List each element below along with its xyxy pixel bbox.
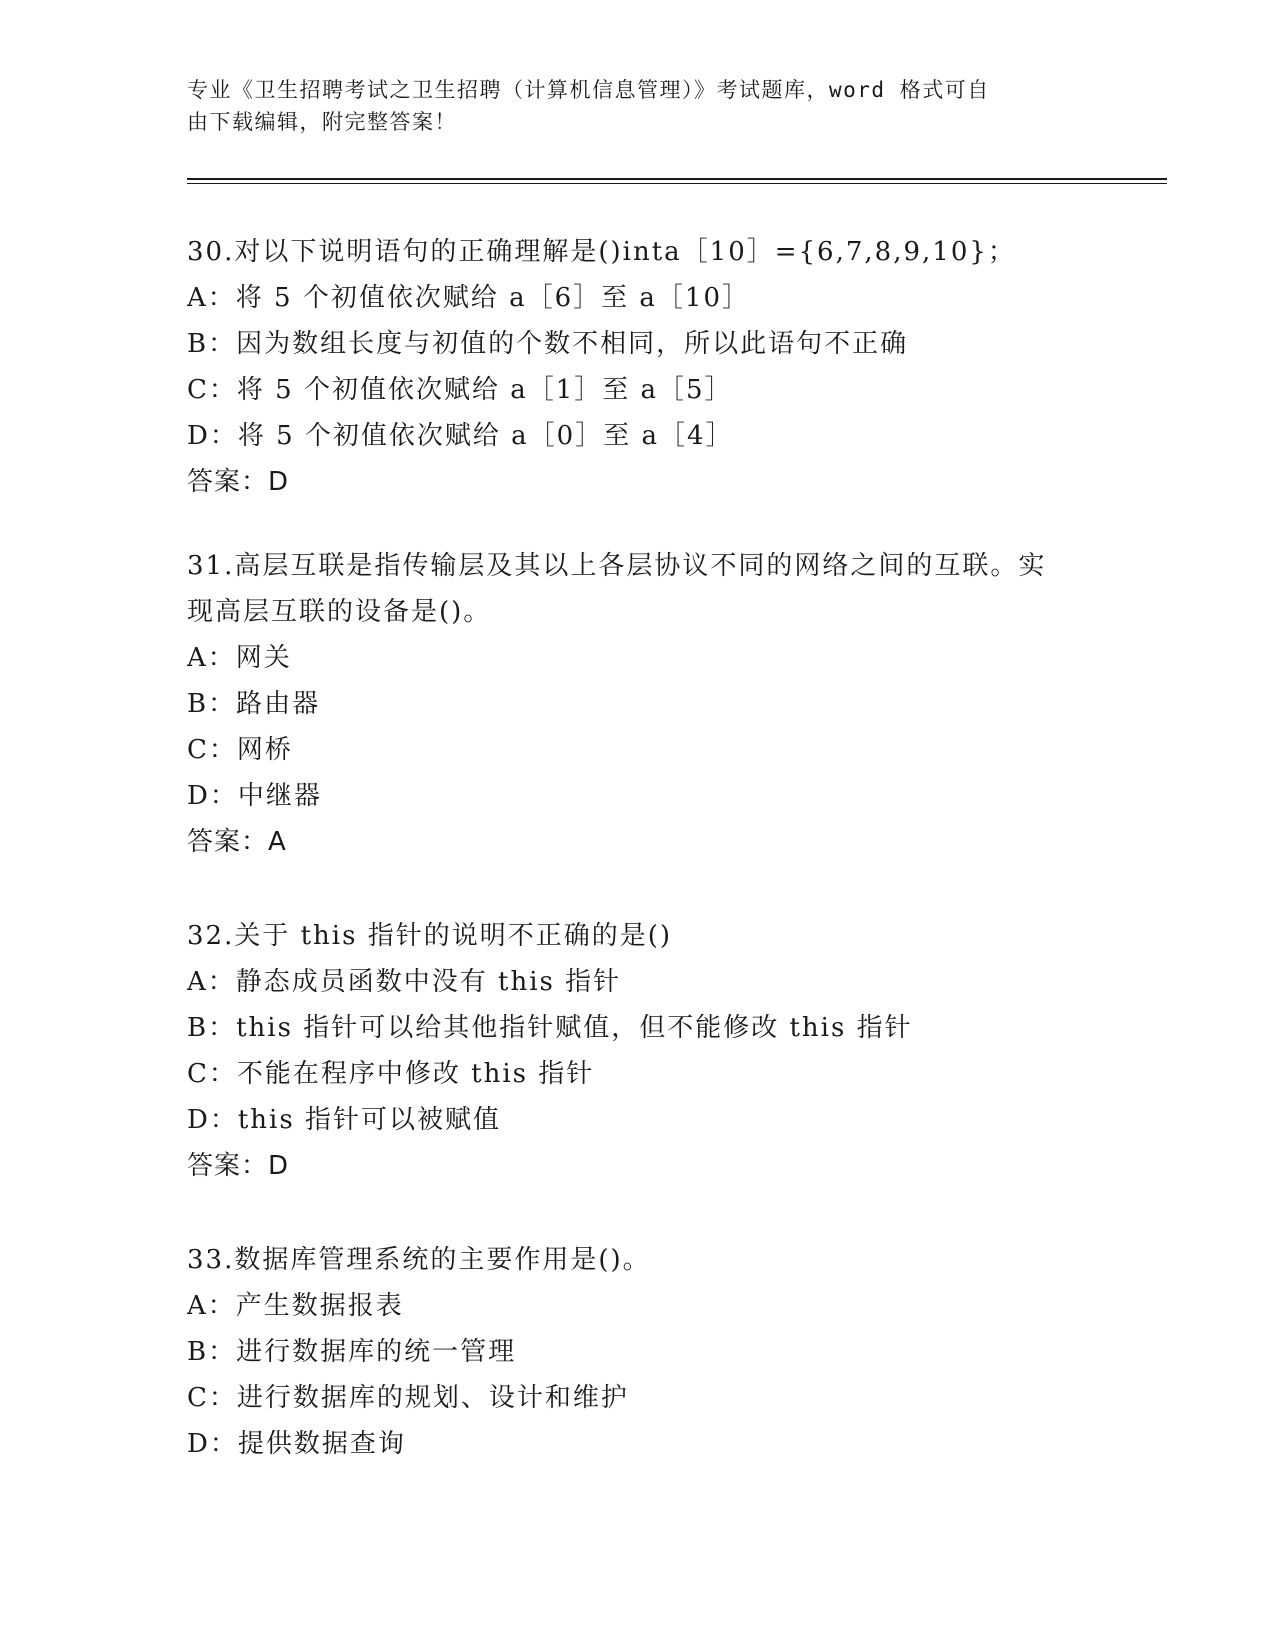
question-33 — [187, 1237, 1087, 1467]
option-a: A：网关 — [187, 643, 292, 673]
option-b: B：this 指针可以给其他指针赋值，但不能修改 this 指针 — [187, 1013, 913, 1043]
question-32 — [187, 913, 1087, 1189]
option-c: C：不能在程序中修改 this 指针 — [187, 1059, 595, 1089]
option-b: B：因为数组长度与初值的个数不相同，所以此语句不正确 — [187, 329, 909, 359]
question-stem-line-1: 31.高层互联是指传输层及其以上各层协议不同的网络之间的互联。实 — [187, 551, 1047, 581]
answer-label: 答案：D — [187, 467, 290, 497]
answer-label: 答案：A — [187, 827, 287, 857]
header-line-2: 由下载编辑，附完整答案！ — [187, 110, 457, 134]
option-b: B：进行数据库的统一管理 — [187, 1337, 517, 1367]
header-divider-thick — [187, 178, 1167, 180]
option-a: A：静态成员函数中没有 this 指针 — [187, 967, 622, 997]
option-d: D：提供数据查询 — [187, 1429, 406, 1459]
option-c: C：网桥 — [187, 735, 293, 765]
answer-label: 答案：D — [187, 1151, 290, 1181]
option-a: A：将 5 个初值依次赋给 a［6］至 a［10］ — [187, 283, 751, 313]
option-d: D：中继器 — [187, 781, 322, 811]
question-31 — [187, 543, 1087, 865]
option-d: D：this 指针可以被赋值 — [187, 1105, 501, 1135]
option-d: D：将 5 个初值依次赋给 a［0］至 a［4］ — [187, 421, 734, 451]
option-a: A：产生数据报表 — [187, 1291, 404, 1321]
question-30 — [187, 229, 1087, 505]
question-stem-line-2: 现高层互联的设备是()。 — [187, 597, 492, 627]
question-stem: 32.关于 this 指针的说明不正确的是() — [187, 921, 673, 951]
option-c: C：将 5 个初值依次赋给 a［1］至 a［5］ — [187, 375, 733, 405]
header-divider-thin — [187, 183, 1167, 184]
option-c: C：进行数据库的规划、设计和维护 — [187, 1383, 629, 1413]
option-b: B：路由器 — [187, 689, 321, 719]
header-line-1: 专业《卫生招聘考试之卫生招聘（计算机信息管理）》考试题库，word 格式可自 — [187, 78, 990, 102]
document-header — [187, 74, 1067, 138]
question-stem: 30.对以下说明语句的正确理解是()inta［10］={6,7,8,9,10}； — [187, 237, 1016, 267]
question-stem: 33.数据库管理系统的主要作用是()。 — [187, 1245, 651, 1275]
